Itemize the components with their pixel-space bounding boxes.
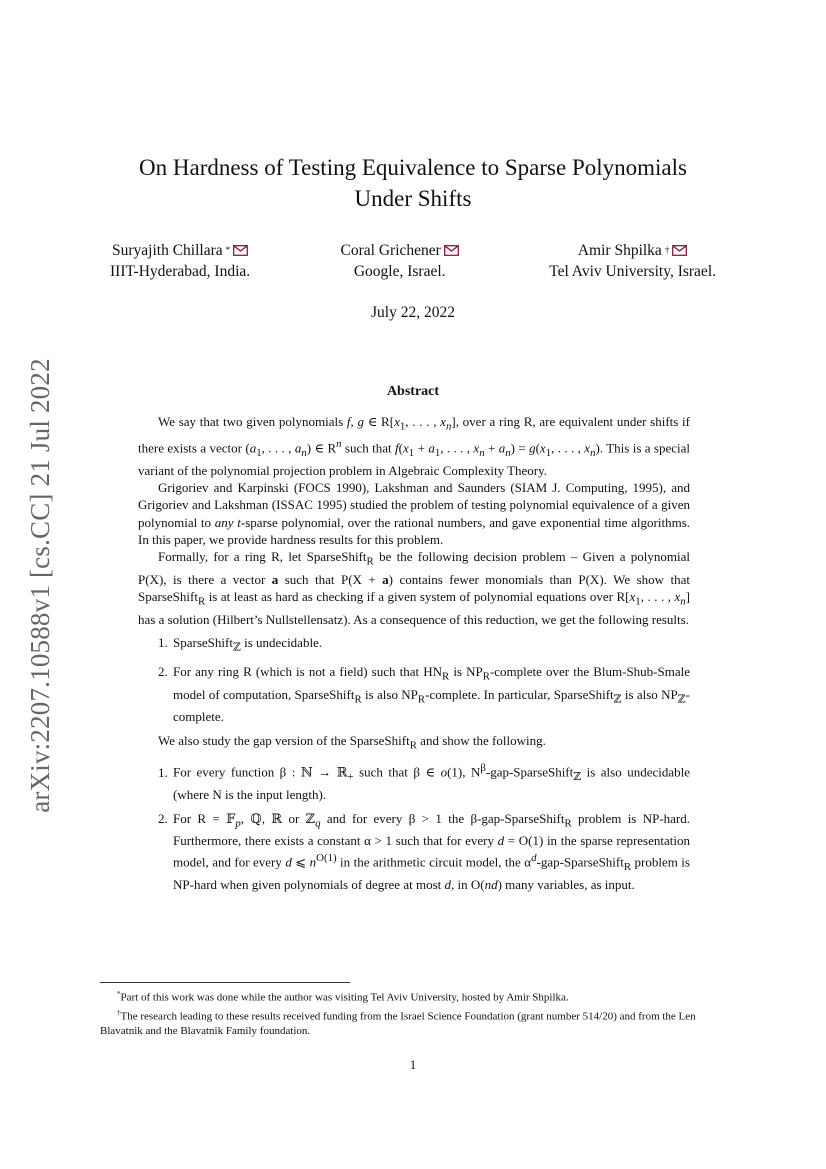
paper-title xyxy=(80,152,746,214)
author-affiliation: IIIT-Hyderabad, India. xyxy=(110,263,251,280)
mail-icon[interactable] xyxy=(444,245,459,256)
author-block xyxy=(549,240,716,282)
abstract-heading: Abstract xyxy=(386,384,440,399)
abstract-paragraph: We say that two given polynomials f, g ∈ $R[x_1$, . . . , $x_n$], over a ring R, are equivalent under shifts if there exists a vector ($a_1$, . . . , $a_n$) ∈ $R^n$ such that $f(x_1 + a_1$, . . . , $x_n + a_n) = g(x_1$, . . . , $x_n$). This is a special variant of the polynomial projection problem in Algebraic Complexity Theory. xyxy=(138,414,691,478)
author-block xyxy=(341,240,459,282)
list-item: 2. For R = 𝔽$_p$, ℚ, ℝ or ℤ$_q$ and for every β > 1 the β-gap-SparseShift$_R$ problem is NP-hard. Furthermore, there exists a constant α > 1 such that for every d = O(1) in the sparse representation model, and for every d ⩽ $n^{O(1)}$ in the arithmetic circuit model, the $\alpha^d-gap-SparseShift_R$ problem is NP-hard when given polynomials of degree at most d, in O(nd) many variables, as input. xyxy=(171,810,690,893)
title-line-2: Under Shifts xyxy=(354,186,472,211)
list-item: 1. For every function β : ℕ → ℝ$_+$ such that β ∈ o(1), $N^\beta-gap-SparseShift_ℤ$ is also undecidable (where N is the input length). xyxy=(171,760,690,803)
author-name: Coral Grichener xyxy=(340,242,441,259)
author-block xyxy=(110,240,250,282)
page-number: 1 xyxy=(409,1057,417,1072)
author-footnote-mark: * xyxy=(225,245,231,255)
arxiv-identifier: arXiv:2207.10588v1 [cs.CC] 21 Jul 2022 xyxy=(24,357,55,813)
footnote: †The research leading to these results received funding from the Israel Science Foundation (grant number 514/20) and from the Len Blavatnik and the Blavatnik Family foundation. xyxy=(100,1008,696,1038)
author-footnote-mark: † xyxy=(664,245,670,255)
title-line-1: On Hardness of Testing Equivalence to Sparse Polynomials xyxy=(139,155,687,180)
author-name: Amir Shpilka xyxy=(577,242,662,259)
abstract-paragraph: Formally, for a ring R, let SparseShift$_R$ be the following decision problem – Given a polynomial P(X), is there a vector a such that P(X + a) contains fewer monomials than P(X). We show that SparseShift$_R$ is at least as hard as checking if a given system of polynomial equations over $R[x_1$, . . . , $x_n$] has a solution (Hilbert’s Nullstellensatz). As a consequence of this reduction, we get the following results. xyxy=(138,548,691,627)
results-list xyxy=(138,634,690,726)
footnote: *Part of this work was done while the author was visiting Tel Aviv University, hosted by Amir Shpilka. xyxy=(117,990,569,1004)
paper-date: July 22, 2022 xyxy=(371,304,455,321)
author-name: Suryajith Chillara xyxy=(112,242,223,259)
abstract-paragraph: We also study the gap version of the SparseShift$_R$ and show the following. xyxy=(158,732,546,752)
author-affiliation: Tel Aviv University, Israel. xyxy=(549,263,716,280)
gap-results-list xyxy=(138,760,690,893)
list-item: 2. For any ring R (which is not a field) such that $HN_R$ is $NP_R$-complete over the Blum-Shub-Smale model of computation, SparseShift$_R$ is also $NP_R$-complete. In particular, SparseShift$_ℤ$ is also $NP_ℤ$-complete. xyxy=(171,663,690,726)
footnotes xyxy=(100,987,728,1039)
arxiv-side-stamp xyxy=(18,345,62,825)
mail-icon[interactable] xyxy=(233,245,248,256)
abstract-paragraph: Grigoriev and Karpinski (FOCS 1990), Lakshman and Saunders (SIAM J. Computing, 1995), and Grigoriev and Lakshman (ISSAC 1995) studied the problem of testing polynomial equivalence of a given polynomial to any t-sparse polynomial, over the rational numbers, and gave exponential time algorithms. In this paper, we provide hardness results for this problem. xyxy=(138,480,690,547)
footnote-divider xyxy=(100,982,350,983)
author-list xyxy=(110,240,716,282)
list-item: 1. SparseShift$_ℤ$ is undecidable. xyxy=(171,634,690,657)
mail-icon[interactable] xyxy=(672,245,687,256)
author-affiliation: Google, Israel. xyxy=(353,263,446,280)
abstract-body xyxy=(138,413,690,899)
